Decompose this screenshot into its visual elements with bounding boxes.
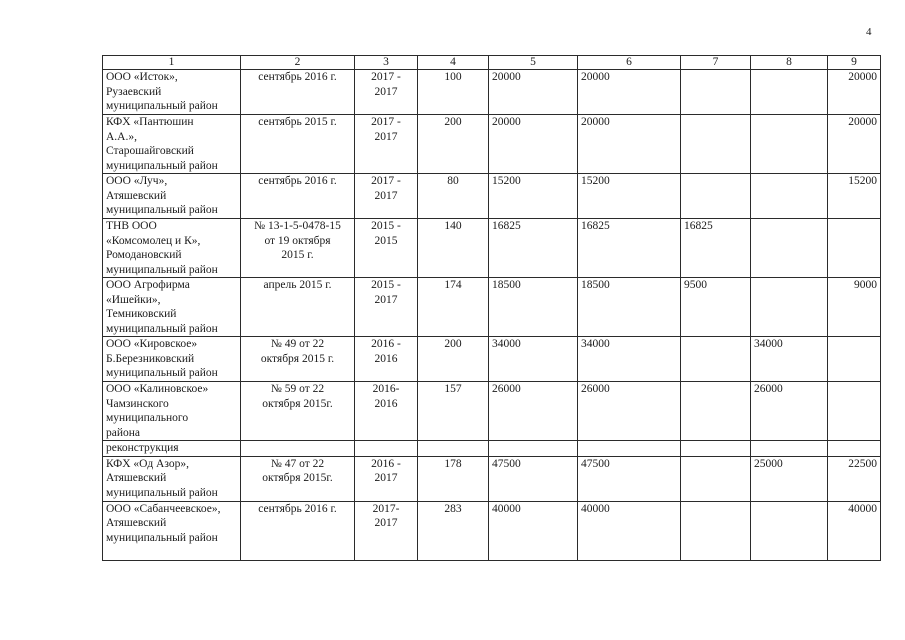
funding-2017-cell: 15200 (828, 174, 881, 219)
header-row (103, 56, 881, 70)
cost-cell: 20000 (489, 115, 578, 174)
funding-2017-cell (828, 219, 881, 278)
funding-2015-cell (681, 70, 751, 115)
total-cell: 40000 (578, 501, 681, 560)
capacity-cell: 157 (418, 382, 489, 441)
funding-2015-cell (681, 337, 751, 382)
date-cell: сентябрь 2015 г. (241, 115, 355, 174)
funding-2016-cell (751, 70, 828, 115)
table-body (103, 56, 881, 561)
capacity-cell (418, 441, 489, 457)
date-cell: апрель 2015 г. (241, 278, 355, 337)
funding-2016-cell: 26000 (751, 382, 828, 441)
period-cell: 2017- 2017 (355, 501, 418, 560)
table-row (103, 337, 881, 382)
cost-cell: 18500 (489, 278, 578, 337)
date-cell: сентябрь 2016 г. (241, 501, 355, 560)
column-header: 4 (418, 56, 489, 70)
cost-cell: 15200 (489, 174, 578, 219)
total-cell: 34000 (578, 337, 681, 382)
table-row (103, 278, 881, 337)
column-header: 9 (828, 56, 881, 70)
cost-cell: 16825 (489, 219, 578, 278)
cost-cell (489, 441, 578, 457)
date-cell (241, 441, 355, 457)
total-cell: 18500 (578, 278, 681, 337)
producer-cell: ООО «Кировское» Б.Березниковский муниципальный район (103, 337, 241, 382)
producer-cell: ООО «Исток», Рузаевский муниципальный район (103, 70, 241, 115)
funding-2015-cell (681, 456, 751, 501)
funding-2017-cell: 20000 (828, 70, 881, 115)
funding-2015-cell (681, 441, 751, 457)
period-cell: 2017 - 2017 (355, 70, 418, 115)
cost-cell: 34000 (489, 337, 578, 382)
table-row (103, 70, 881, 115)
column-header: 7 (681, 56, 751, 70)
date-cell: № 49 от 22 октября 2015 г. (241, 337, 355, 382)
period-cell (355, 441, 418, 457)
total-cell: 20000 (578, 70, 681, 115)
total-cell: 15200 (578, 174, 681, 219)
period-cell: 2017 - 2017 (355, 115, 418, 174)
cost-cell: 26000 (489, 382, 578, 441)
period-cell: 2016- 2016 (355, 382, 418, 441)
capacity-cell: 140 (418, 219, 489, 278)
cost-cell: 47500 (489, 456, 578, 501)
producer-cell: ООО «Луч», Атяшевский муниципальный район (103, 174, 241, 219)
funding-2017-cell: 40000 (828, 501, 881, 560)
funding-2015-cell: 9500 (681, 278, 751, 337)
table-row (103, 456, 881, 501)
funding-2015-cell (681, 174, 751, 219)
date-cell: сентябрь 2016 г. (241, 70, 355, 115)
date-cell: № 59 от 22 октября 2015г. (241, 382, 355, 441)
producer-cell: реконструкция (103, 441, 241, 457)
total-cell: 47500 (578, 456, 681, 501)
period-cell: 2017 - 2017 (355, 174, 418, 219)
period-cell: 2015 - 2015 (355, 219, 418, 278)
funding-2015-cell: 16825 (681, 219, 751, 278)
column-header: 5 (489, 56, 578, 70)
total-cell (578, 441, 681, 457)
date-cell: № 47 от 22 октября 2015г. (241, 456, 355, 501)
funding-2017-cell (828, 441, 881, 457)
funding-2016-cell (751, 174, 828, 219)
investment-projects-table (102, 55, 881, 561)
funding-2017-cell (828, 382, 881, 441)
table-row (103, 115, 881, 174)
funding-2015-cell (681, 115, 751, 174)
total-cell: 20000 (578, 115, 681, 174)
producer-cell: КФХ «Пантюшин А.А.», Старошайговский муниципальный район (103, 115, 241, 174)
cost-cell: 20000 (489, 70, 578, 115)
funding-2016-cell (751, 278, 828, 337)
funding-2017-cell: 22500 (828, 456, 881, 501)
column-header: 2 (241, 56, 355, 70)
cost-cell: 40000 (489, 501, 578, 560)
column-header: 8 (751, 56, 828, 70)
period-cell: 2016 - 2017 (355, 456, 418, 501)
table-row (103, 174, 881, 219)
date-cell: сентябрь 2016 г. (241, 174, 355, 219)
funding-2017-cell (828, 337, 881, 382)
date-cell: № 13-1-5-0478-15 от 19 октября 2015 г. (241, 219, 355, 278)
capacity-cell: 200 (418, 337, 489, 382)
funding-2016-cell (751, 219, 828, 278)
funding-2016-cell (751, 115, 828, 174)
total-cell: 16825 (578, 219, 681, 278)
capacity-cell: 283 (418, 501, 489, 560)
capacity-cell: 174 (418, 278, 489, 337)
total-cell: 26000 (578, 382, 681, 441)
column-header: 6 (578, 56, 681, 70)
column-header: 3 (355, 56, 418, 70)
section-row (103, 441, 881, 457)
table-row (103, 382, 881, 441)
producer-cell: ТНВ ООО «Комсомолец и К», Ромодановский муниципальный район (103, 219, 241, 278)
capacity-cell: 80 (418, 174, 489, 219)
producer-cell: КФХ «Од Азор», Атяшевский муниципальный район (103, 456, 241, 501)
funding-2017-cell: 9000 (828, 278, 881, 337)
funding-2016-cell (751, 441, 828, 457)
funding-2015-cell (681, 501, 751, 560)
funding-2016-cell (751, 501, 828, 560)
capacity-cell: 178 (418, 456, 489, 501)
capacity-cell: 200 (418, 115, 489, 174)
period-cell: 2015 - 2017 (355, 278, 418, 337)
period-cell: 2016 - 2016 (355, 337, 418, 382)
column-header: 1 (103, 56, 241, 70)
funding-2015-cell (681, 382, 751, 441)
table-row (103, 501, 881, 560)
table-row (103, 219, 881, 278)
producer-cell: ООО Агрофирма «Ишейки», Темниковский муниципальный район (103, 278, 241, 337)
funding-2016-cell: 25000 (751, 456, 828, 501)
capacity-cell: 100 (418, 70, 489, 115)
producer-cell: ООО «Сабанчеевское», Атяшевский муниципальный район (103, 501, 241, 560)
producer-cell: ООО «Калиновское» Чамзинского муниципального района (103, 382, 241, 441)
funding-2016-cell: 34000 (751, 337, 828, 382)
page-number: 4 (866, 26, 872, 38)
funding-2017-cell: 20000 (828, 115, 881, 174)
